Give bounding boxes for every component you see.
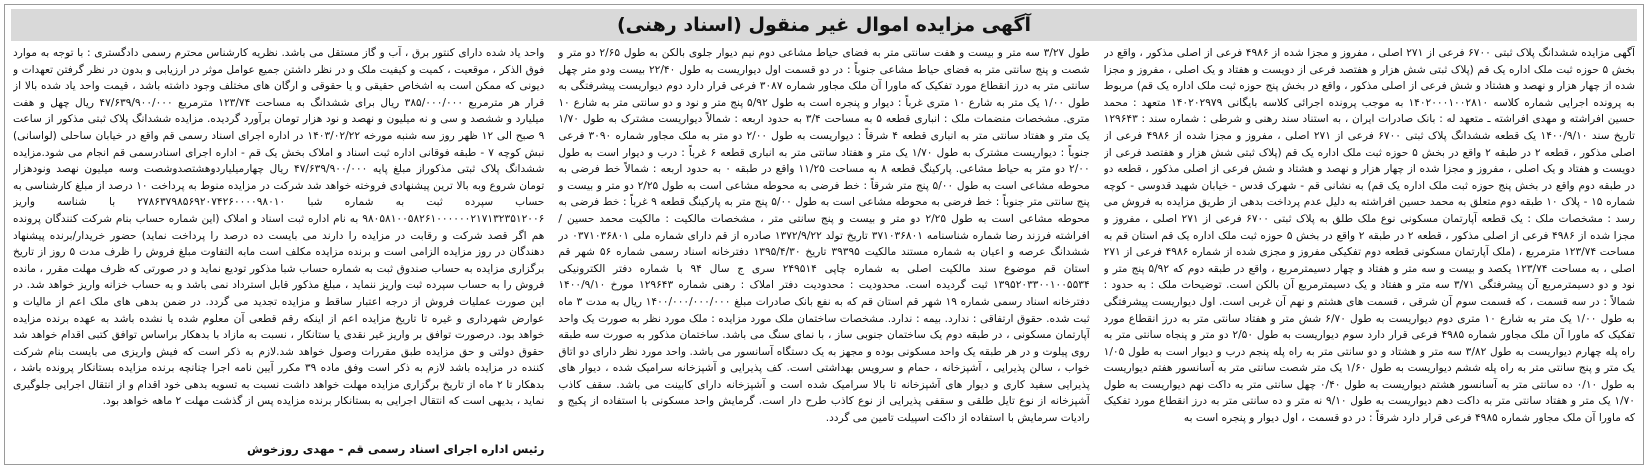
signature: رئیس اداره اجرای اسناد رسمی قم - مهدی روزخوش [246,442,545,457]
title-bar [11,9,1637,41]
notice-title: آگهی مزایده اموال غیر منقول (اسناد رهنی) [616,14,1032,36]
column-middle-text: طول ۳/۲۷ سه متر و بیست و هفت سانتی متر به فضای حیاط مشاعی دوم نیم دیوار جلوی بالکن به طول ۲/۶۵ دو متر و شصت و پنج سانتی متر به فضای حیاط مشاعی جنوباً : در دو قسمت اول دیواریست به طول ۲۲/۴۰ بیست ودو متر چهل سانتی متر به درز انقطاع مورد تفکیک که ماورا آن ملک مجاور شماره ۳۰۸۷ فرعی قرار دارد دوم دیواریست پیشرفتگی به طول ۱/۰۰ یک متر به شارع ۱۰ متری غرباً : دیوار و پنجره است به طول ۵/۹۲ پنج متر و نود و دو سانتی متر به شارع ۱۰ متری. مشخصات منضمات ملک : انباری قطعه ۵ به مساحت ۳/۴ به حدود اربعه : شمالاً دیواریست مشترک به طول ۱/۷۰ یک متر و هفتاد سانتی متر به انباری قطعه ۴ شرقاً : دیواریست به طول ۲/۰۰ دو متر به ملک مجاور شماره ۳۰۹۰ فرعی جنوباً : دیواریست مشترک به طول ۱/۷۰ یک متر و هفتاد سانتی متر به انباری قطعه ۶ غرباً : درب و دیوار است به طول ۲/۰۰ دو متر به حیاط مشاعی. پارکینگ قطعه ۸ به مساحت ۱۱/۲۵ واقع در طبقه ۰ به حدود اربعه : شمالاً خط فرضی به محوطه مشاعی است به طول ۵/۰۰ پنج متر شرقاً : خط فرضی به محوطه مشاعی است به طول ۲/۲۵ دو متر و بیست و پنج سانتی متر جنوباً : خط فرضی به محوطه مشاعی است به طول ۵/۰۰ پنج متر به پارکینگ قطعه ۹ غرباً : خط فرضی به محوطه مشاعی است به طول ۲/۲۵ دو متر و بیست و پنج سانتی متر ، مشخصات مالکیت : مالکیت محمد حسین / افراشته فرزند رضا شماره شناسنامه ۳۷۱۰۳۶۸۰۱ تاریخ تولد ۱۳۷۲/۹/۲۲ صادره از قم دارای شماره ملی ۰۳۷۱۰۳۶۸۰۱ در ششدانگ عرصه و اعیان به شماره مستند مالکیت ۳۹۳۹۵ تاریخ ۱۳۹۵/۴/۳۰ دفترخانه اسناد رسمی شماره ۵۶ شهر قم استان قم موضوع سند مالکیت اصلی به شماره چاپی ۲۴۹۵۱۴ سری ج سال ۹۴ با شماره دفتر الکترونیکی ۱۳۹۵۲۰۳۳۰۰۱۰۰۵۵۳۴ ثبت گردیده است. محدودیت : محدودیت دفتر املاک : رهنی شماره ۱۲۹۶۴۳ مورخ ۱۴۰۰/۹/۱۰ دفترخانه اسناد رسمی شماره ۱۹ شهر قم استان قم که به نفع بانک صادرات مبلغ ۱۴۰۰/۰۰۰/۰۰۰/۰۰۰ ریال به مدت ۳ ماه ثبت شده. حقوق ارتفاقی : ندارد. بیمه : ندارد. مشخصات ساختمان ملک مورد مزایده : ملک مورد نظر به صورت یک واحد آپارتمان مسکونی ، در طبقه دوم یک ساختمان جنوبی ساز ، با نمای سنگ می باشد. ساختمان مذکور به صورت سه طبقه روی پیلوت و در هر طبقه یک واحد مسکونی بوده و مجهز به یک دستگاه آسانسور می باشد. واحد مورد نظر دارای دو اتاق خواب ، سالن پذیرایی ، آشپزخانه ، حمام و سرویس بهداشتی است. کف پذیرایی و آشپزخانه سرامیک شده ، دیوار های پذیرایی سفید کاری و دیوار های آشپزخانه تا بالا سرامیک شده است و آشپزخانه دارای کابینت می باشد. سقف کاذب آشپزخانه از نوع تایل طلقی و سقفی پذیرایی از نوع کاذب طرح دار است. گرمایش واحد مسکونی با استفاده از پکیج و رادیات سرمایش با استفاده از داکت اسپیلت تامین می گردد. [558,47,1090,425]
column-right-text: آگهی مزایده ششدانگ پلاک ثبتی ۶۷۰۰ فرعی از ۲۷۱ اصلی ، مفروز و مجزا شده از ۴۹۸۶ فرعی از اصلی مذکور ، واقع در بخش ۵ حوزه ثبت ملک اداره یک قم (پلاک ثبتی شش هزار و هفتصد فرعی از دویست و هفتاد و یک اصلی ، مفروز و مجزا شده از چهار هزار و نهصد و هشتاد و شش فرعی از اصلی مذکور ، واقع در بخش پنج حوزه ثبت ملک اداره یک قم) مربوط به پرونده اجرایی شماره کلاسه ۱۴۰۲۰۰۰۱۰۰۲۸۱۰ به موجب پرونده اجرائی کلاسه بایگانی ۱۴۰۲۰۲۹۷۹ متعهد : محمد حسین افراشته و مهدی افراشته ـ متعهد له : بانک صادرات ایران ، به استناد سند رهنی و شرطی : شماره سند : ۱۲۹۶۴۳ تاریخ سند ۱۴۰۰/۹/۱۰ یک قطعه ششدانگ پلاک ثبتی ۶۷۰۰ فرعی از ۲۷۱ اصلی ، مفروز و مجزا شده از ۴۹۸۶ فرعی از اصلی مذکور ، قطعه ۲ در طبقه ۲ واقع در بخش ۵ حوزه ثبت ملک اداره یک قم (پلاک ثبتی شش هزار و هفتصد فرعی از دویست و هفتاد و یک اصلی ، مفروز و مجزا شده از چهار هزار و نهصد و هشتاد و شش فرعی از اصلی مذکور ، قطعه دو در طبقه دوم واقع در بخش پنج حوزه ثبت ملک اداره یک قم) به نشانی قم - شهرک قدس - خیابان شهید قدوسی - کوچه شماره ۱۵ - پلاک ۱۰ طبقه دوم متعلق به محمد حسین افراشته به دلیل عدم پرداخت بدهی از طریق مزایده به فروش می رسد : مشخصات ملک : یک قطعه آپارتمان مسکونی نوع ملک طلق به پلاک ثبتی ۶۷۰۰ فرعی از ۲۷۱ اصلی ، مفروز و مجزا شده از ۴۹۸۶ فرعی از اصلی مذکور ، قطعه ۲ در طبقه ۲ واقع در بخش ۵ حوزه ثبت ملک اداره یک قم استان قم به مساحت ۱۲۳/۷۴ مترمربع ، (ملک آپارتمان مسکونی قطعه دوم تفکیکی مفروز و مجزی شده از شماره ۴۹۸۶ فرعی از ۲۷۱ اصلی ، به مساحت ۱۲۳/۷۴ یکصد و بیست و سه متر و هفتاد و چهار دسیمترمربع ، واقع در طبقه دوم که ۵/۹۲ پنج متر و نود و دو دسیمترمربع آن پیشرفتگی ۳/۷۱ سه متر و هفتاد و یک دسیمترمربع آن بالکن است. توضیحات ملک : به حدود : شمالاً : در سه قسمت ، که قسمت سوم آن شرقی ، قسمت های هشتم و نهم آن غربی است. اول دیواریست پیشرفتگی به طول ۱/۰۰ یک متر به شارع ۱۰ متری دوم دیواریست به طول ۶/۷۰ شش متر و هفتاد سانتی متر به درز انقطاع مورد تفکیک که ماورا آن ملک مجاور شماره ۴۹۸۵ فرعی قرار دارد سوم دیواریست به طول ۲/۵۰ دو متر و پنجاه سانتی متر به راه پله چهارم دیواریست به طول ۳/۸۲ سه متر و هشتاد و دو سانتی متر به راه پله پنجم درب و دیوار است به طول ۱/۰۵ یک متر و پنج سانتی متر به راه پله ششم دیواریست به طول ۱/۶۰ یک متر شصت سانتی متر به آسانسور هفتم دیواریست به طول ۰/۱۰ ده سانتی متر به آسانسور هشتم دیواریست به طول ۰/۴۰ چهل سانتی متر به داکت نهم دیواریست به طول ۱/۷۰ یک متر و هفتاد سانتی متر به داکت دهم دیواریست به طول ۹/۱۰ نه متر و ده سانتی متر به درز انقطاع مورد تفکیک که ماورا آن ملک مجاور شماره ۴۹۸۵ فرعی قرار دارد شرقاً : در دو قسمت ، اول دیوار و پنجره است به [1103,47,1635,425]
column-left-text: واحد یاد شده دارای کنتور برق ، آب و گاز مستقل می باشد. نظریه کارشناس محترم رسمی دادگستری : با توجه به موارد فوق الذکر ، موقعیت ، کمیت و کیفیت ملک و در نظر داشتن جمیع عوامل موثر در ارزیابی و بدون در نظر گرفتن تعهدات و دیونی که ممکن است به اشخاص حقیقی و یا حقوقی و ارگان های مختلف وجود داشته باشد ، قیمت واحد یاد شده بالا از قرار هر مترمربع ۳۸۵/۰۰۰/۰۰۰ ریال برای ششدانگ به مساحت ۱۲۳/۷۴ مترمربع ۴۷/۶۳۹/۹۰۰/۰۰۰ ریال چهل و هفت میلیارد و ششصد و سی و نه میلیون و نهصد و نود هزار تومان برآورد گردیده. مزایده ششدانگ پلاک ثبتی مذکور از ساعت ۹ صبح الی ۱۲ ظهر روز سه شنبه مورخه ۱۴۰۳/۰۲/۲۲ در اداره اجرای اسناد رسمی قم واقع در خیابان ساحلی (لواسانی) نبش کوچه ۷ - طبقه فوقانی اداره ثبت اسناد و املاک بخش یک قم - اداره اجرای اسنادرسمی قم انجام می شود.مزایده ششدانگ پلاک ثبتی مذکوراز مبلغ پایه ۴۷/۶۳۹/۹۰۰/۰۰۰ ریال چهارمیلیاردوهشتصدوشصت وسه میلیون نهصد ونودهزار تومان شروع وبه بالا ترین پیشنهادی فروخته خواهد شد شرکت در مزایده منوط به پرداخت ۱۰ درصد از مبلغ کارشناسی به حساب سپرده ثبت به شماره شبا ۲۷۸۶۳۷۹۸۵۶۹۲۰۷۴۲۶۰۰۰۰۹۸۰۱۰ با شناسه واریز ۹۸۰۵۸۱۰۰۵۸۲۶۱۰۰۰۰۰۰۲۱۷۱۳۲۳۵۱۲۰۰۶ به نام اداره ثبت اسناد و املاک (این شماره حساب بنام شرکت کنندگان پرونده هم اگر قصد شرکت و رقابت در مزایده را دارند می بایست ده درصد را پرداخت نماید) حضور خریدار/برنده پیشنهاد دهندگان در روز مزایده الزامی است و برنده مزایده مکلف است مابه التفاوت مبلغ فروش را ظرف مدت ۵ روز از تاریخ برگزاری مزایده به حساب صندوق ثبت به شماره حساب شبا مذکور تودیع نماید و در صورتی که ظرف مهلت مقرر ، مانده فروش را به حساب سپرده ثبت واریز ننماید ، مبلغ مذکور قابل استرداد نمی باشد و به حساب خزانه واریز خواهد شد. در این صورت عملیات فروش از درجه اعتبار ساقط و مزایده تجدید می گردد. در ضمن بدهی های ملک اعم از مالیات و عوارض شهرداری و غیره تا تاریخ مزایده اعم از اینکه رقم قطعی آن معلوم شده یا نشده باشد به عهده برنده مزایده خواهد بود. درصورت توافق بر واریز غیر نقدی یا ستانکار ، نسبت به مازاد با بدهکار براساس توافق کتبی اقدام خواهد شد حقوق دولتی و حق مزایده طبق مقررات وصول خواهد شد.لازم به ذکر است که فیش واریزی می بایست بنام شرکت کننده در مزایده باشد لازم به ذکر است وفق ماده ۳۹ مکرر آیین نامه اجرا چنانچه برنده مزایده بستانکار پرونده باشد ، بدهکار تا ۲ ماه از تاریخ برگزاری مزایده مهلت خواهد داشت نسبت به تسویه بدهی خود اقدام و از انتقال اجرایی جلوگیری نماید ، بدیهی است که انتقال اجرایی به بستانکار برنده مزایده پس از گذشت مهلت ۲ ماهه خواهد بود. [13,47,545,408]
column-left [13,45,544,458]
text-columns [13,45,1635,458]
auction-notice [4,4,1644,465]
column-middle [558,45,1089,458]
column-right [1104,45,1635,458]
